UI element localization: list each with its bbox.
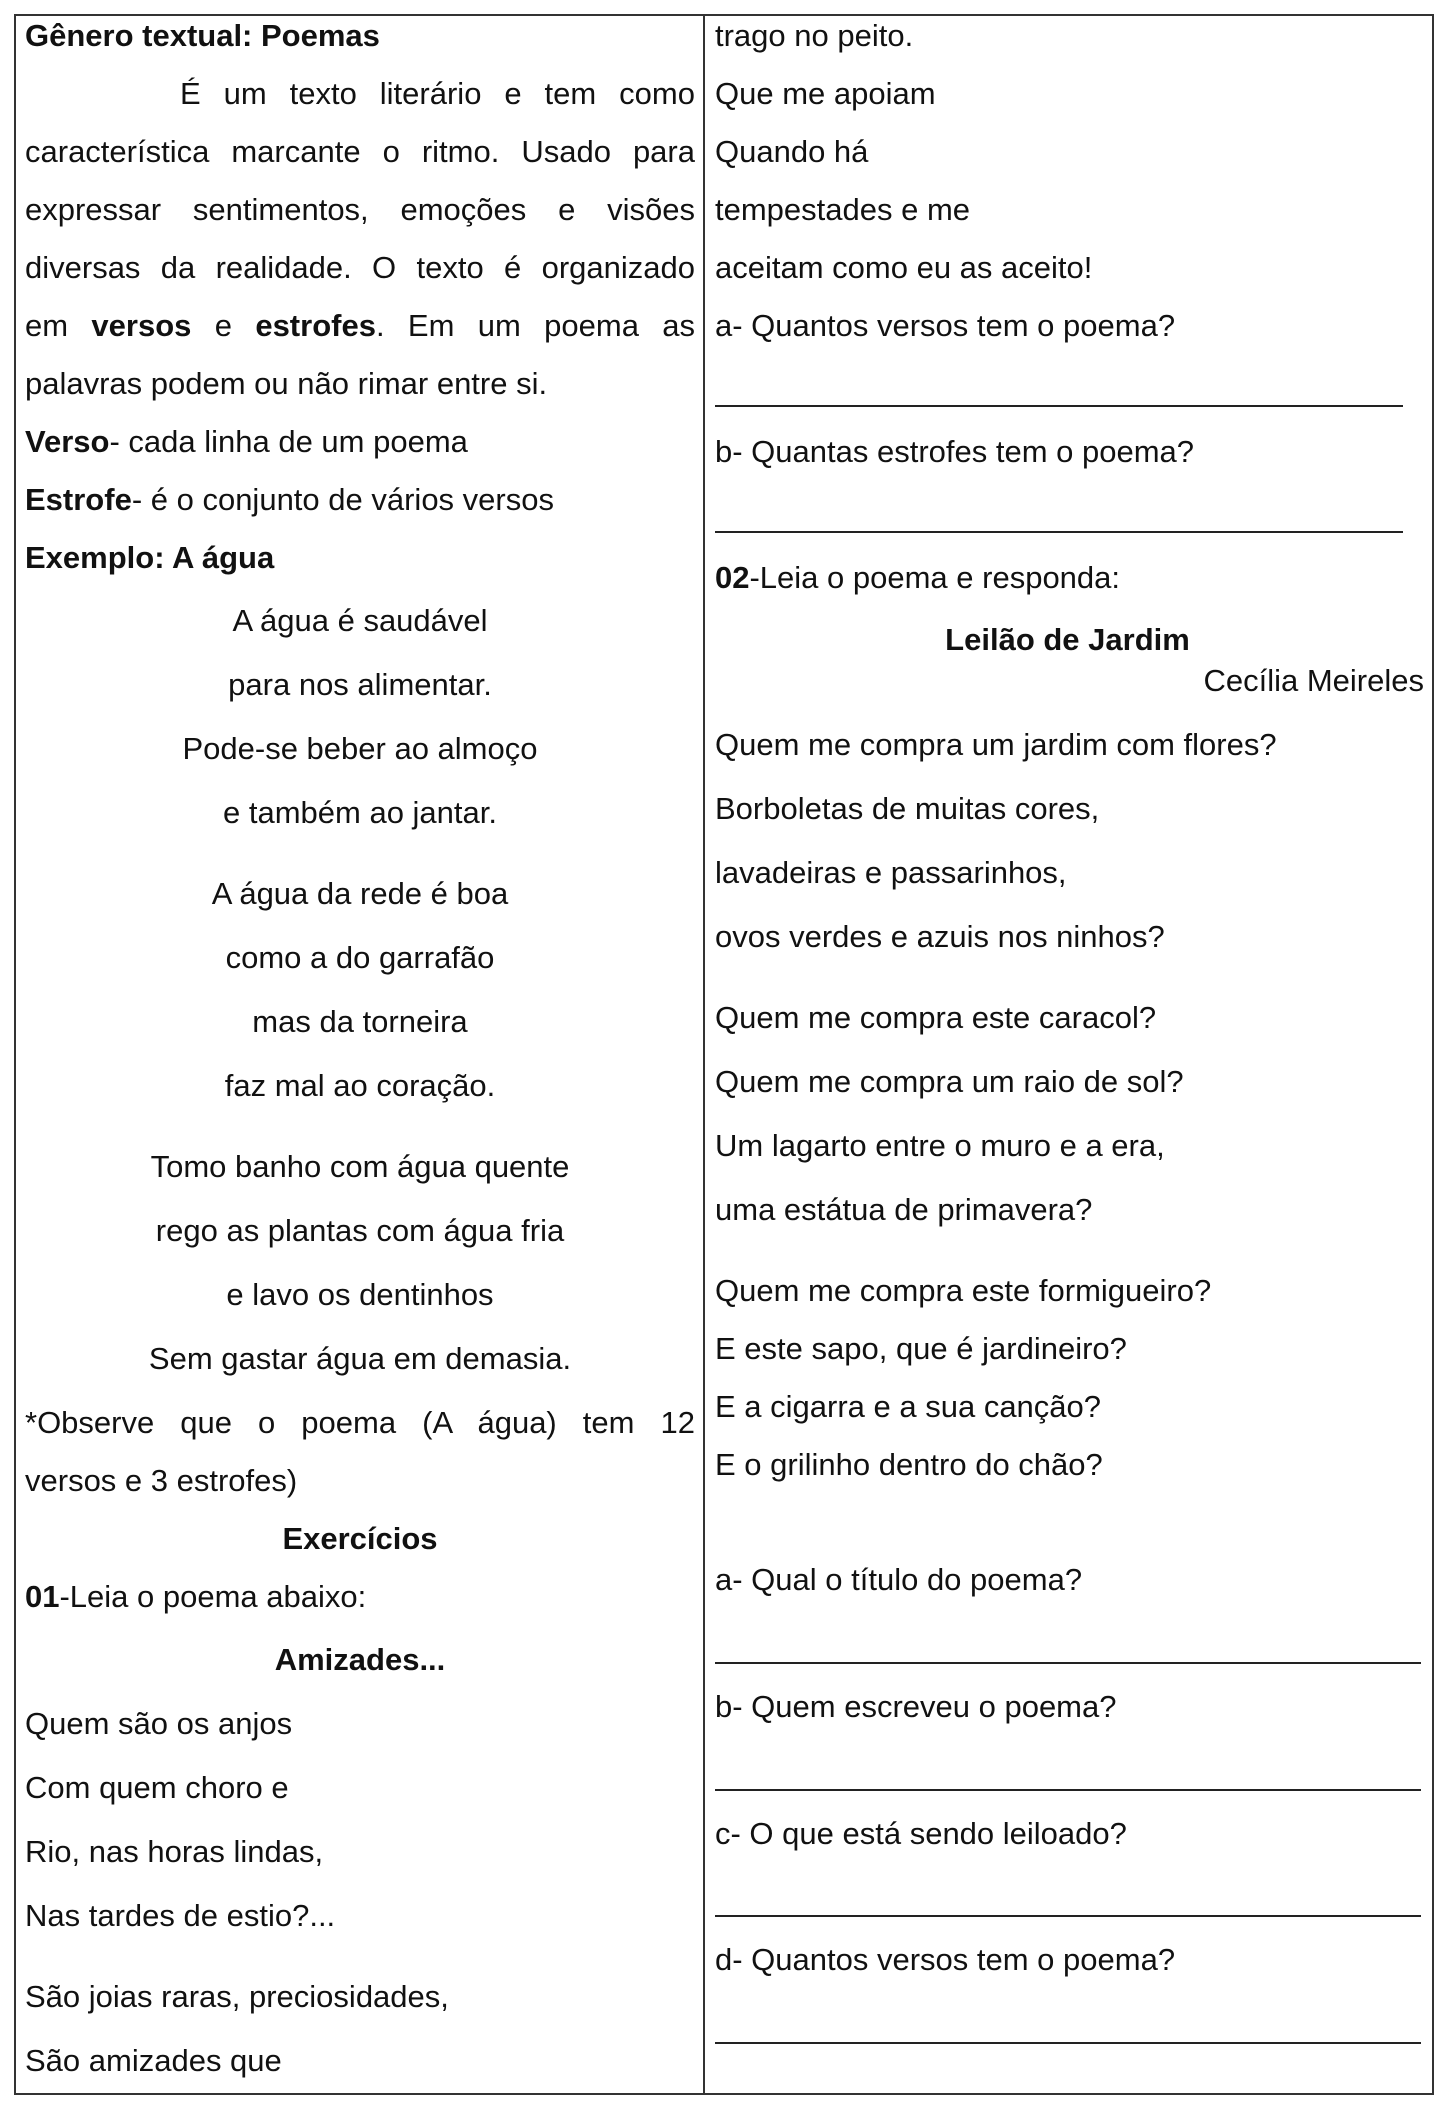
poem-line: como a do garrafão bbox=[225, 940, 495, 975]
page-title: Gênero textual: Poemas bbox=[25, 18, 380, 53]
question-2c: c- O que está sendo leiloado? bbox=[715, 1816, 1127, 1851]
poem2-line: tempestades e me bbox=[715, 192, 971, 227]
intro-line-6: palavras podem ou não rimar entre si. bbox=[25, 366, 548, 401]
poem2-line: Nas tardes de estio?... bbox=[25, 1898, 336, 1933]
poem-line: e também ao jantar. bbox=[223, 795, 497, 830]
poem3-line: E este sapo, que é jardineiro? bbox=[715, 1331, 1127, 1366]
question-1b: b- Quantas estrofes tem o poema? bbox=[715, 434, 1195, 469]
question-1a: a- Quantos versos tem o poema? bbox=[715, 308, 1176, 343]
poem2-line: Que me apoiam bbox=[715, 76, 936, 111]
question-2d: d- Quantos versos tem o poema? bbox=[715, 1942, 1176, 1977]
poem-line: Pode-se beber ao almoço bbox=[182, 731, 538, 766]
term-versos: versos bbox=[91, 308, 192, 343]
answer-line-2a[interactable] bbox=[715, 1662, 1421, 1664]
poem3-line: E a cigarra e a sua canção? bbox=[715, 1389, 1102, 1424]
poem3-title: Leilão de Jardim bbox=[945, 622, 1190, 657]
estrofe-def: - é o conjunto de vários versos bbox=[131, 482, 554, 517]
poem3-line: uma estátua de primavera? bbox=[715, 1192, 1093, 1227]
poem-line: rego as plantas com água fria bbox=[155, 1213, 565, 1248]
poem-line: mas da torneira bbox=[252, 1004, 468, 1039]
intro-text: em bbox=[25, 308, 92, 343]
poem2-line: São joias raras, preciosidades, bbox=[25, 1979, 449, 2014]
poem3-line: Um lagarto entre o muro e a era, bbox=[715, 1128, 1165, 1163]
estrofe-definition bbox=[25, 482, 554, 518]
question-number: 01 bbox=[25, 1579, 60, 1614]
column-divider bbox=[703, 14, 705, 2095]
poem3-line: lavadeiras e passarinhos, bbox=[715, 855, 1067, 890]
question-text: -Leia o poema e responda: bbox=[749, 560, 1121, 595]
poem2-line: Quem são os anjos bbox=[25, 1706, 293, 1741]
poem3-author: Cecília Meireles bbox=[1203, 663, 1424, 698]
answer-line-2b[interactable] bbox=[715, 1789, 1421, 1791]
intro-line-3: expressar sentimentos, emoções e visões bbox=[25, 192, 695, 227]
poem2-title: Amizades... bbox=[274, 1642, 446, 1677]
question-number: 02 bbox=[715, 560, 750, 595]
term-estrofes: estrofes bbox=[255, 308, 376, 343]
estrofe-term: Estrofe bbox=[25, 482, 132, 517]
poem3-line: Borboletas de muitas cores, bbox=[715, 791, 1100, 826]
poem-line: A água é saudável bbox=[232, 603, 488, 638]
poem-line: A água da rede é boa bbox=[211, 876, 509, 911]
poem3-line: E o grilinho dentro do chão? bbox=[715, 1447, 1103, 1482]
question-2a: a- Qual o título do poema? bbox=[715, 1562, 1083, 1597]
poem2-line: Com quem choro e bbox=[25, 1770, 289, 1805]
verso-definition bbox=[25, 424, 468, 460]
question-02 bbox=[715, 560, 1120, 596]
question-2b: b- Quem escreveu o poema? bbox=[715, 1689, 1117, 1724]
poem3-line: ovos verdes e azuis nos ninhos? bbox=[715, 919, 1165, 954]
poem2-line: Quando há bbox=[715, 134, 869, 169]
question-text: -Leia o poema abaixo: bbox=[59, 1579, 367, 1614]
poem2-line: São amizades que bbox=[25, 2043, 282, 2078]
poem3-line: Quem me compra este formigueiro? bbox=[715, 1273, 1212, 1308]
verso-term: Verso bbox=[25, 424, 110, 459]
poem3-line: Quem me compra este caracol? bbox=[715, 1000, 1157, 1035]
poem-line: faz mal ao coração. bbox=[224, 1068, 496, 1103]
poem2-line: Rio, nas horas lindas, bbox=[25, 1834, 324, 1869]
observe-note-line-2: versos e 3 estrofes) bbox=[25, 1463, 298, 1498]
intro-line-2: característica marcante o ritmo. Usado para bbox=[25, 134, 695, 169]
observe-note-line-1: *Observe que o poema (A água) tem 12 bbox=[25, 1405, 695, 1440]
poem3-line: Quem me compra um jardim com flores? bbox=[715, 727, 1277, 762]
poem-line: para nos alimentar. bbox=[228, 667, 492, 702]
poem2-line: trago no peito. bbox=[715, 18, 914, 53]
intro-text: e bbox=[191, 308, 256, 343]
answer-line-1a[interactable] bbox=[715, 405, 1403, 407]
intro-line-4: diversas da realidade. O texto é organizado bbox=[25, 250, 695, 285]
verso-def: - cada linha de um poema bbox=[109, 424, 468, 459]
intro-line-1: É um texto literário e tem como bbox=[180, 76, 695, 111]
poem3-line: Quem me compra um raio de sol? bbox=[715, 1064, 1184, 1099]
intro-text: . Em um poema as bbox=[375, 308, 696, 343]
answer-line-1b[interactable] bbox=[715, 531, 1403, 533]
example-title: Exemplo: A água bbox=[25, 540, 275, 575]
poem2-line: aceitam como eu as aceito! bbox=[715, 250, 1093, 285]
intro-line-5 bbox=[25, 308, 695, 344]
question-01 bbox=[25, 1579, 366, 1615]
poem-line: Sem gastar água em demasia. bbox=[148, 1341, 572, 1376]
exercises-title: Exercícios bbox=[282, 1521, 438, 1556]
poem-line: Tomo banho com água quente bbox=[150, 1149, 570, 1184]
answer-line-2d[interactable] bbox=[715, 2042, 1421, 2044]
answer-line-2c[interactable] bbox=[715, 1915, 1421, 1917]
poem-line: e lavo os dentinhos bbox=[226, 1277, 494, 1312]
